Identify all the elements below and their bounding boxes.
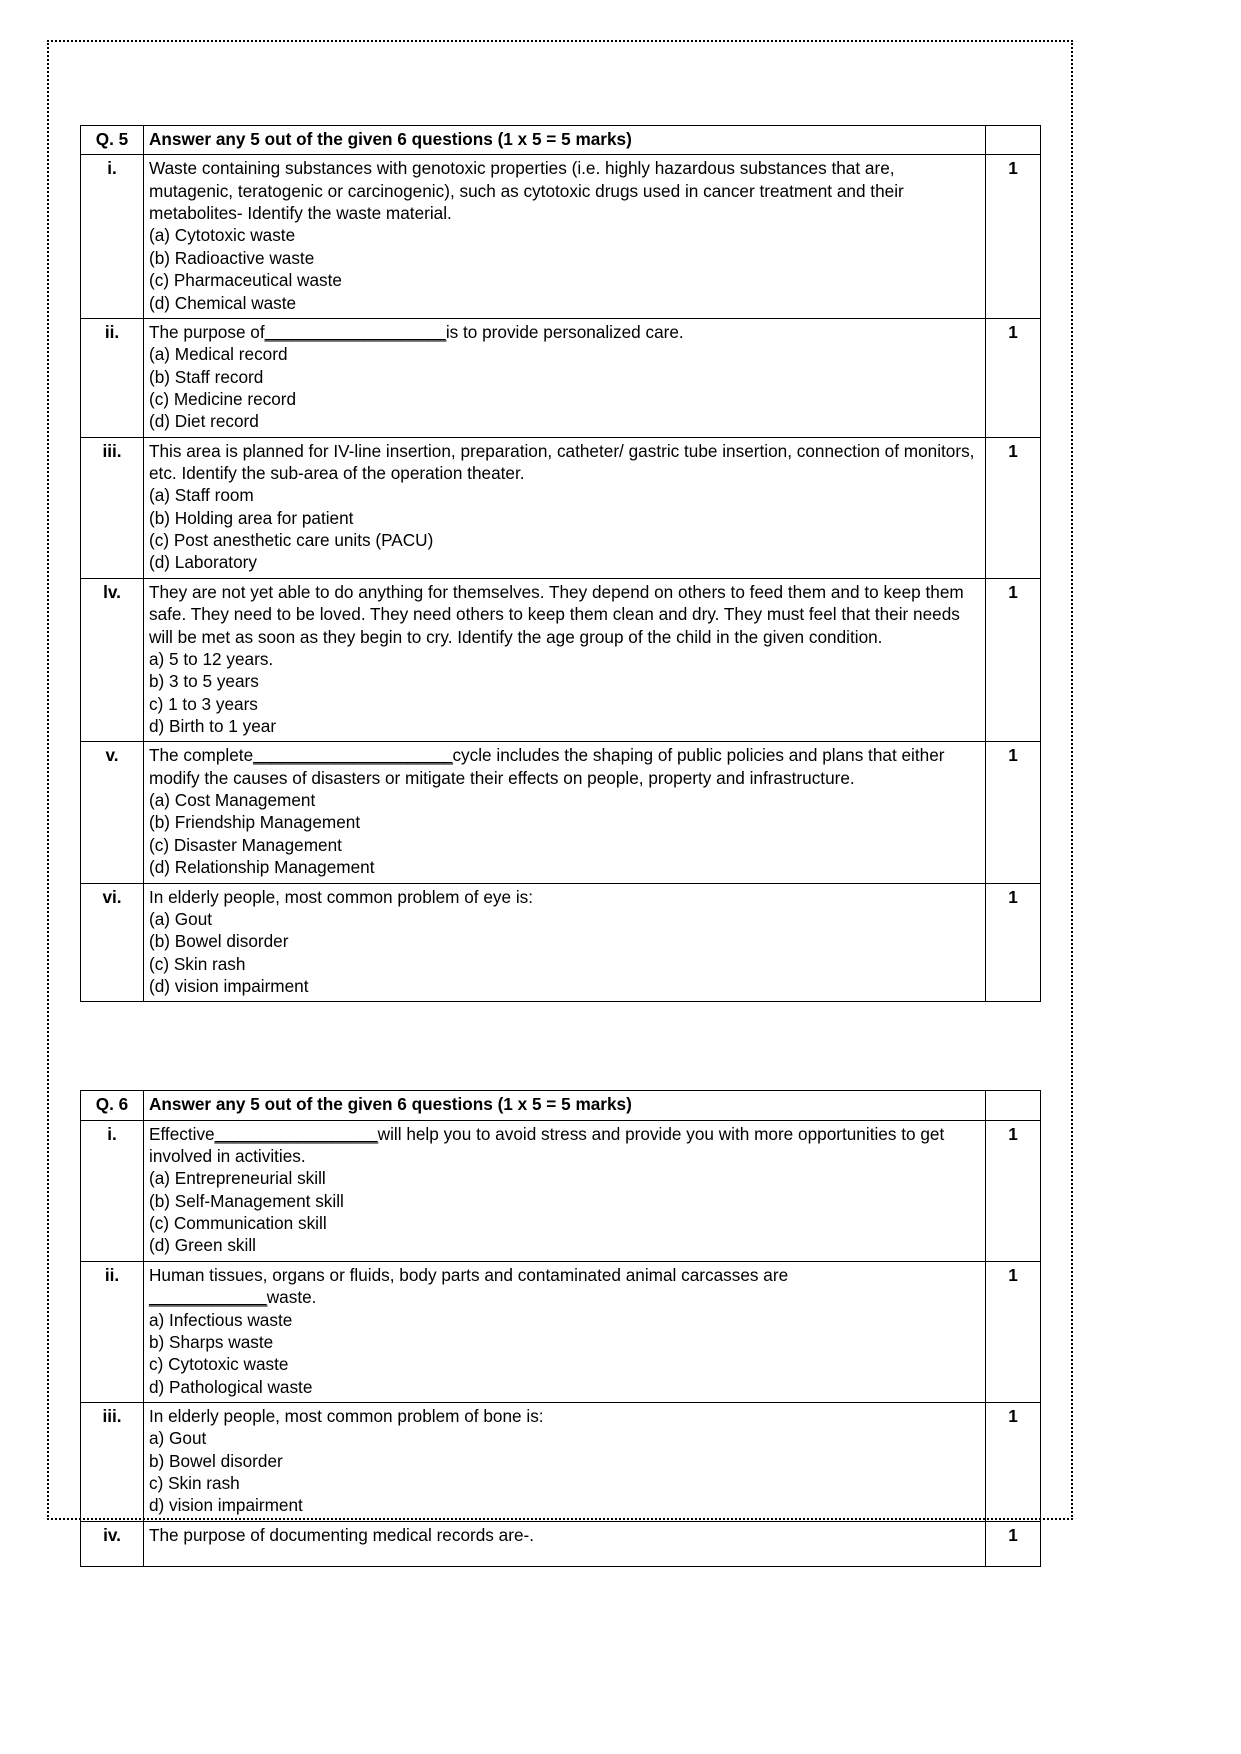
item-option: (c) Post anesthetic care units (PACU) bbox=[149, 530, 434, 551]
fill-in-blank: ______________________ bbox=[253, 745, 453, 766]
item-number: i. bbox=[81, 155, 144, 319]
item-marks: 1 bbox=[986, 742, 1041, 883]
item-marks: 1 bbox=[986, 1120, 1041, 1261]
item-marks: 1 bbox=[986, 1521, 1041, 1566]
item-option: c) 1 to 3 years bbox=[149, 693, 258, 714]
item-marks: 1 bbox=[986, 318, 1041, 437]
item-number: vi. bbox=[81, 883, 144, 1002]
section-header-marks bbox=[986, 1091, 1041, 1120]
item-option: (c) Medicine record bbox=[149, 388, 297, 409]
item-option: (c) Disaster Management bbox=[149, 834, 342, 855]
item-option: (b) Radioactive waste bbox=[149, 247, 315, 268]
item-option: c) Cytotoxic waste bbox=[149, 1354, 289, 1375]
item-body bbox=[144, 883, 986, 1002]
item-option: (d) Laboratory bbox=[149, 552, 257, 573]
item-option: (d) Chemical waste bbox=[149, 292, 297, 313]
item-option: d) vision impairment bbox=[149, 1495, 303, 1516]
page-content bbox=[80, 125, 1040, 1567]
item-option: a) Infectious waste bbox=[149, 1309, 293, 1330]
item-option: a) Gout bbox=[149, 1428, 207, 1449]
item-option: (a) Cytotoxic waste bbox=[149, 225, 296, 246]
table-row bbox=[81, 1261, 1041, 1402]
item-option: a) 5 to 12 years. bbox=[149, 648, 274, 669]
item-option: (a) Cost Management bbox=[149, 790, 316, 811]
item-option: b) Bowel disorder bbox=[149, 1450, 283, 1471]
item-marks: 1 bbox=[986, 578, 1041, 742]
item-option: (c) Skin rash bbox=[149, 953, 246, 974]
item-number: ii. bbox=[81, 1261, 144, 1402]
item-option: (c) Communication skill bbox=[149, 1213, 327, 1234]
item-option: (a) Medical record bbox=[149, 344, 288, 365]
stem-suffix: cycle includes the shaping of public policies and plans that either modify the causes of disasters or mitigate their effects on people, property and infrastructure. bbox=[149, 745, 945, 788]
item-stem bbox=[149, 744, 980, 789]
item-option: (b) Bowel disorder bbox=[149, 931, 289, 952]
item-option: (d) Green skill bbox=[149, 1235, 256, 1256]
item-body bbox=[144, 578, 986, 742]
stem-suffix: waste. bbox=[266, 1287, 317, 1308]
item-number: i. bbox=[81, 1120, 144, 1261]
item-number: iii. bbox=[81, 1402, 144, 1521]
question-table-q5 bbox=[80, 125, 1041, 1002]
stem-prefix: The purpose of bbox=[149, 321, 265, 342]
item-body bbox=[144, 1402, 986, 1521]
table-row bbox=[81, 155, 1041, 319]
table-row bbox=[81, 1521, 1041, 1566]
item-option: (a) Staff room bbox=[149, 485, 254, 506]
stem-prefix: The complete bbox=[149, 745, 254, 766]
section-label: Q. 6 bbox=[81, 1091, 144, 1120]
item-body bbox=[144, 1120, 986, 1261]
section-instruction: Answer any 5 out of the given 6 questions (1 x 5 = 5 marks) bbox=[144, 126, 986, 155]
item-option: (d) vision impairment bbox=[149, 975, 309, 996]
item-number: iv. bbox=[81, 1521, 144, 1566]
item-number: lv. bbox=[81, 578, 144, 742]
item-stem: In elderly people, most common problem of eye is: bbox=[149, 886, 534, 907]
item-option: (a) Gout bbox=[149, 908, 213, 929]
item-body bbox=[144, 318, 986, 437]
item-number: iii. bbox=[81, 437, 144, 578]
item-number: v. bbox=[81, 742, 144, 883]
item-option: (d) Diet record bbox=[149, 411, 259, 432]
item-number: ii. bbox=[81, 318, 144, 437]
table-row bbox=[81, 1120, 1041, 1261]
fill-in-blank: __________________ bbox=[214, 1123, 378, 1144]
section-instruction: Answer any 5 out of the given 6 questions (1 x 5 = 5 marks) bbox=[144, 1091, 986, 1120]
item-option: (b) Friendship Management bbox=[149, 812, 361, 833]
item-option: (b) Holding area for patient bbox=[149, 507, 354, 528]
section-header-marks bbox=[986, 126, 1041, 155]
item-option: b) Sharps waste bbox=[149, 1331, 274, 1352]
table-row bbox=[81, 742, 1041, 883]
item-option: (d) Relationship Management bbox=[149, 857, 375, 878]
item-marks: 1 bbox=[986, 1402, 1041, 1521]
stem-prefix: Effective bbox=[149, 1123, 215, 1144]
table-row bbox=[81, 318, 1041, 437]
item-option: b) 3 to 5 years bbox=[149, 671, 259, 692]
item-option: (c) Pharmaceutical waste bbox=[149, 270, 342, 291]
item-option: d) Pathological waste bbox=[149, 1376, 313, 1397]
fill-in-blank: ____________________ bbox=[264, 321, 446, 342]
fill-in-blank: _____________ bbox=[149, 1287, 267, 1308]
table-row bbox=[81, 883, 1041, 1002]
table-row bbox=[81, 437, 1041, 578]
table-header-row bbox=[81, 126, 1041, 155]
item-body bbox=[144, 437, 986, 578]
section-gap bbox=[80, 1002, 1040, 1090]
stem-prefix: Human tissues, organs or fluids, body parts and contaminated animal carcasses are bbox=[149, 1264, 789, 1285]
table-row bbox=[81, 578, 1041, 742]
item-option: d) Birth to 1 year bbox=[149, 715, 277, 736]
item-body bbox=[144, 1521, 986, 1566]
item-stem bbox=[149, 321, 980, 343]
item-stem: The purpose of documenting medical records are-. bbox=[149, 1524, 535, 1545]
item-marks: 1 bbox=[986, 1261, 1041, 1402]
item-stem: They are not yet able to do anything for themselves. They depend on others to feed them and to keep them safe. They need to be loved. They need others to keep them clean and dry. They must feel that their needs will be met as soon as they begin to cry. Identify the age group of the child in the given condition. bbox=[149, 581, 964, 647]
item-body bbox=[144, 742, 986, 883]
question-table-q6 bbox=[80, 1090, 1041, 1566]
item-marks: 1 bbox=[986, 437, 1041, 578]
item-body bbox=[144, 1261, 986, 1402]
item-option: c) Skin rash bbox=[149, 1473, 240, 1494]
item-option: (b) Staff record bbox=[149, 366, 264, 387]
item-marks: 1 bbox=[986, 155, 1041, 319]
item-body bbox=[144, 155, 986, 319]
item-option: (b) Self-Management skill bbox=[149, 1190, 344, 1211]
item-marks: 1 bbox=[986, 883, 1041, 1002]
item-stem: This area is planned for IV-line insertion, preparation, catheter/ gastric tube insertion, connection of monitors, etc. Identify the sub-area of the operation theater. bbox=[149, 440, 975, 484]
stem-suffix: will help you to avoid stress and provide you with more opportunities to get involved in activities. bbox=[149, 1123, 945, 1167]
item-stem bbox=[149, 1123, 980, 1168]
stem-suffix: is to provide personalized care. bbox=[445, 321, 684, 342]
item-stem bbox=[149, 1264, 980, 1309]
table-row bbox=[81, 1402, 1041, 1521]
item-stem: In elderly people, most common problem of bone is: bbox=[149, 1405, 544, 1426]
item-stem: Waste containing substances with genotoxic properties (i.e. highly hazardous substances that are, mutagenic, teratogenic or carcinogenic), such as cytotoxic drugs used in cancer treatment and their metabolites- Identify the waste material. bbox=[149, 158, 904, 224]
item-option: (a) Entrepreneurial skill bbox=[149, 1168, 326, 1189]
table-header-row bbox=[81, 1091, 1041, 1120]
section-label: Q. 5 bbox=[81, 126, 144, 155]
